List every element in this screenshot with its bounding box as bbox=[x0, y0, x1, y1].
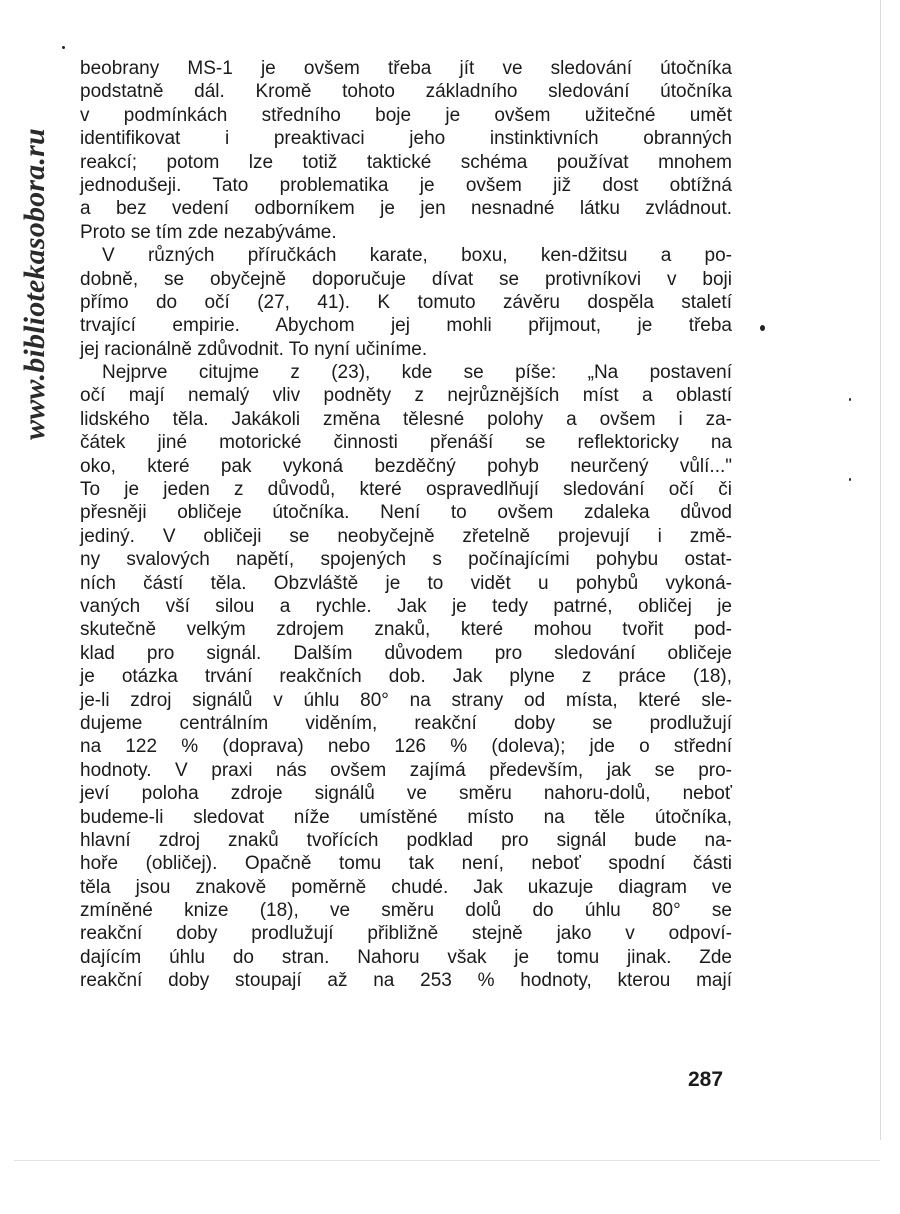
text-line: dobně, se obyčejně doporučuje dívat se protivníkovi v boji bbox=[80, 268, 732, 290]
watermark bbox=[18, 128, 58, 480]
text-line: v podmínkách středního boje je ovšem užitečné umět bbox=[80, 104, 732, 126]
scan-speck bbox=[760, 325, 765, 331]
text-line: je-li zdroj signálů v úhlu 80° na strany od místa, které sle- bbox=[80, 689, 732, 711]
body-text bbox=[80, 57, 732, 993]
text-line: jednodušeji. Tato problematika je ovšem již dost obtížná bbox=[80, 174, 732, 196]
text-line: identifikovat i preaktivaci jeho instinktivních obranných bbox=[80, 128, 732, 150]
watermark-text: www.bibliotekasobora.ru bbox=[18, 128, 51, 440]
scan-speck bbox=[849, 478, 851, 481]
text-line: reakcí; potom lze totiž taktické schéma používat mnohem bbox=[80, 151, 732, 173]
text-line: oko, které pak vykoná bezděčný pohyb neurčený vůlí..." bbox=[80, 455, 732, 477]
text-line: podstatně dál. Kromě tohoto základního sledování útočníka bbox=[80, 81, 732, 103]
text-line: ních částí těla. Obzvláště je to vidět u pohybů vykoná- bbox=[80, 572, 732, 594]
text-line: zmíněné knize (18), ve směru dolů do úhlu 80° se bbox=[80, 900, 732, 922]
text-line: lidského těla. Jakákoli změna tělesné polohy a ovšem i za- bbox=[80, 408, 732, 430]
text-line: hodnoty. V praxi nás ovšem zajímá především, jak se pro- bbox=[80, 759, 732, 781]
page-number: 287 bbox=[688, 1068, 724, 1091]
text-line: ny svalových napětí, spojených s počínajícími pohybu ostat- bbox=[80, 549, 732, 571]
text-line: a bez vedení odborníkem je jen nesnadné látku zvládnout. bbox=[80, 198, 732, 220]
scan-speck bbox=[849, 398, 851, 401]
text-line: těla jsou znakově poměrně chudé. Jak ukazuje diagram ve bbox=[80, 876, 732, 898]
text-line: klad pro signál. Dalším důvodem pro sledování obličeje bbox=[80, 642, 732, 664]
text-line: jediný. V obličeji se neobyčejně zřetelně projevují i změ- bbox=[80, 525, 732, 547]
text-line: budeme-li sledovat níže umístěné místo na těle útočníka, bbox=[80, 806, 732, 828]
text-line: vaných vší silou a rychle. Jak je tedy patrné, obličej je bbox=[80, 595, 732, 617]
page-bottom-edge bbox=[14, 1160, 880, 1161]
text-line: přesněji obličeje útočníka. Není to ovšem zdaleka důvod bbox=[80, 502, 732, 524]
text-line: To je jeden z důvodů, které ospravedlňují sledování očí či bbox=[80, 479, 732, 501]
text-line: dujeme centrálním viděním, reakční doby se prodlužují bbox=[80, 712, 732, 734]
text-line: jeví poloha zdroje signálů ve směru nahoru-dolů, neboť bbox=[80, 783, 732, 805]
text-line: skutečně velkým zdrojem znaků, které mohou tvořit pod- bbox=[80, 619, 732, 641]
text-line: beobrany MS-1 je ovšem třeba jít ve sledování útočníka bbox=[80, 58, 732, 79]
scan-speck bbox=[62, 46, 65, 49]
text-line: Nejprve citujme z (23), kde se píše: „Na postavení bbox=[102, 362, 732, 384]
text-line: trvající empirie. Abychom jej mohli přijmout, je třeba bbox=[80, 315, 732, 337]
text-line: reakční doby prodlužují přibližně stejně jako v odpoví- bbox=[80, 923, 732, 945]
text-line: Proto se tím zde nezabýváme. bbox=[80, 221, 337, 243]
text-line: hlavní zdroj znaků tvořících podklad pro signál bude na- bbox=[80, 829, 732, 851]
page-right-edge bbox=[880, 0, 881, 1140]
text-line: na 122 % (doprava) nebo 126 % (doleva); jde o střední bbox=[80, 736, 732, 758]
text-line: čátek jiné motorické činnosti přenáší se reflektoricky na bbox=[80, 432, 732, 454]
text-line: V různých příručkách karate, boxu, ken-džitsu a po- bbox=[102, 245, 732, 267]
text-line: reakční doby stoupají až na 253 % hodnoty, kterou mají bbox=[80, 970, 732, 992]
text-line: přímo do očí (27, 41). K tomuto závěru dospěla staletí bbox=[80, 291, 732, 313]
text-line: hoře (obličej). Opačně tomu tak není, neboť spodní části bbox=[80, 853, 732, 875]
text-line: očí mají nemalý vliv podněty z nejrůznějších míst a oblastí bbox=[80, 385, 732, 407]
text-line: dajícím úhlu do stran. Nahoru však je tomu jinak. Zde bbox=[80, 946, 732, 968]
text-line: je otázka trvání reakčních dob. Jak plyne z práce (18), bbox=[80, 666, 732, 688]
text-line: jej racionálně zdůvodnit. To nyní učiníme. bbox=[80, 338, 428, 360]
